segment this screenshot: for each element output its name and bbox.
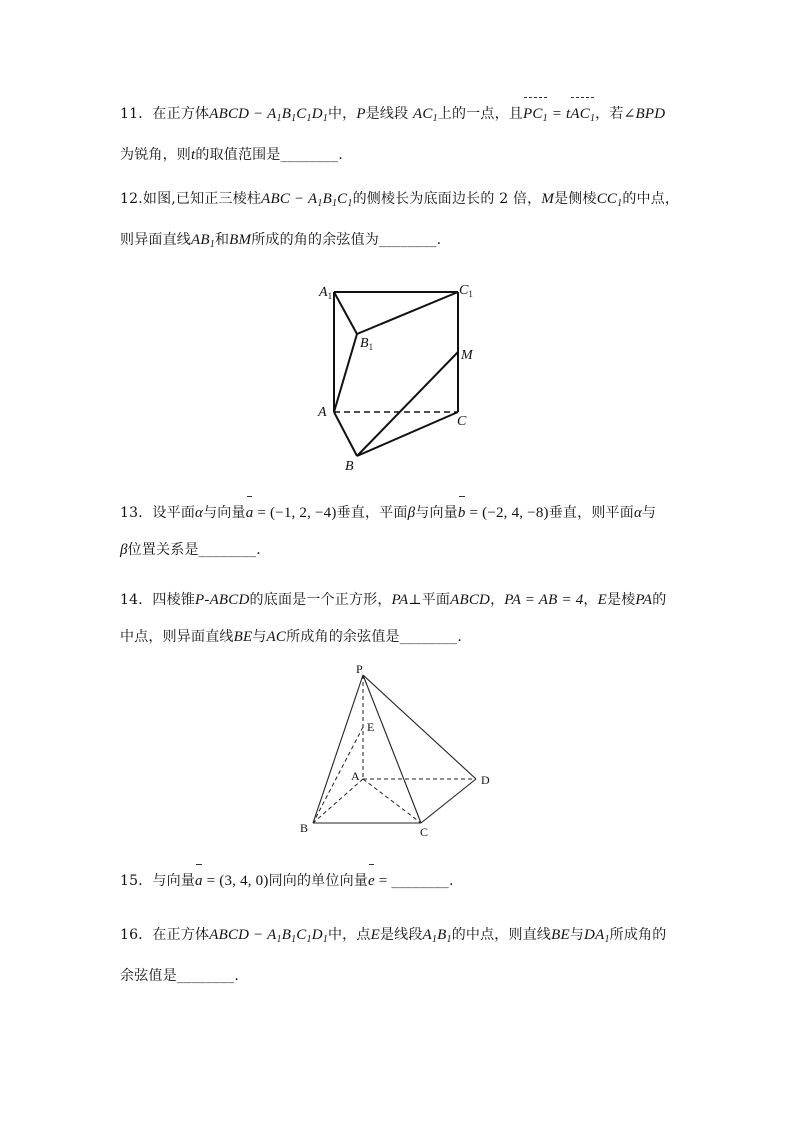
q11-text: ，若∠ [595, 106, 636, 122]
label-c: C [420, 825, 429, 839]
edge-pd [363, 675, 476, 779]
q12-line-2: 则异面直线$AB_1$和BM所成的角的余弦值为________. [120, 222, 680, 263]
answer-blank: ________ [391, 873, 450, 889]
q11-angle: BPD [635, 106, 666, 122]
q14-line-1: 14．四棱锥P-ABCD的底面是一个正方形，PA⊥平面ABCD，PA = AB = 4，E是棱PA的 [120, 592, 667, 608]
q11-text: 中， [327, 106, 357, 122]
label-c: C [457, 414, 467, 429]
q16-line-1: 16．在正方体ABCD − $A_1B_1C_1D_1$中，点E是线段$A_1B_1$的中点，则直线BE与$DA_1$所成角的 [120, 927, 667, 945]
q16-line-2: 余弦值是________. [120, 958, 680, 995]
q15-line-1: 15．与向量a = (3, 4, 0)同向的单位向量e = ________. [120, 863, 680, 900]
label-c1: $C_1$ [459, 283, 473, 299]
q12-prism-name: ABC − $A_1B_1C_1$ [261, 191, 353, 209]
q12-line-1: 12.如图,已知正三棱柱ABC − $A_1B_1C_1$的侧棱长为底面边长的 2 倍，M是侧棱$CC_1$的中点， [120, 191, 680, 209]
question-15 [120, 863, 680, 900]
q11-text: 上的一点，且 [437, 106, 523, 122]
label-a1: $A_1$ [319, 285, 333, 301]
label-a: A [351, 769, 360, 783]
q11-vector-equation: $PC_1 = tAC_1$ [523, 106, 595, 122]
label-e: E [367, 720, 375, 734]
answer-blank: ________ [280, 147, 339, 163]
label-b: B [300, 821, 309, 835]
q11-text: 是线段 [365, 106, 409, 122]
q11-number: 11．在正方体 [120, 106, 210, 122]
q13-line-2: β位置关系是________. [120, 532, 680, 569]
q14-line-2: 中点，则异面直线BE与AC所成角的余弦值是________. [120, 619, 680, 656]
q11-line-2: 为锐角，则t的取值范围是________. [120, 137, 680, 174]
answer-blank: ________ [198, 542, 257, 558]
label-d: D [481, 773, 490, 787]
question-16 [120, 917, 680, 995]
q13-line-1: 13．设平面α与向量a = (−1, 2, −4)垂直，平面β与向量b = (−2, 4, −8)垂直，则平面α与 [120, 495, 680, 532]
label-m: M [461, 348, 473, 363]
answer-blank: ________ [379, 232, 437, 248]
q11-segment: $AC_1$ [413, 106, 438, 124]
q13-vector-b: b [458, 505, 466, 521]
answer-blank: ________ [176, 968, 235, 984]
label-b1: $B_1$ [360, 336, 374, 352]
label-p: P [356, 662, 363, 676]
q13-vector-a: a [246, 505, 254, 521]
label-a: A [318, 405, 327, 420]
q11-point-p: P [356, 106, 366, 122]
edge-cd [421, 779, 476, 823]
label-b: B [345, 459, 354, 474]
q11-cube-name: ABCD − $A_1B_1C_1D_1$ [209, 106, 328, 124]
answer-blank: ________ [399, 629, 458, 645]
edge-pb [313, 675, 363, 823]
